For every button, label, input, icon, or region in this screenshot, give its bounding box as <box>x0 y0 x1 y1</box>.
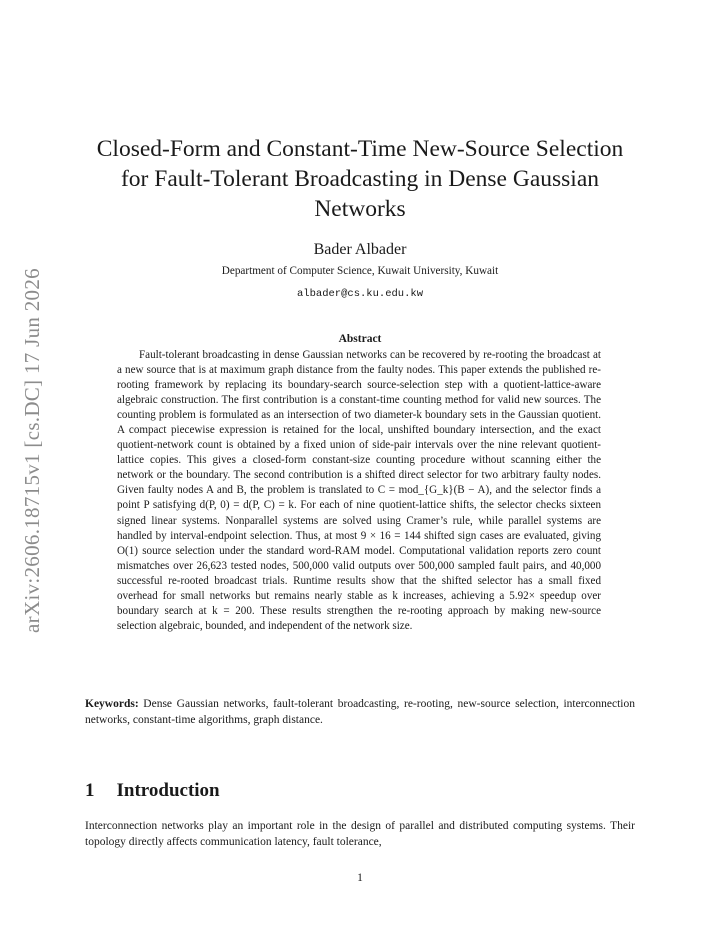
author-email: albader@cs.ku.edu.kw <box>296 288 424 300</box>
keywords-paragraph <box>85 696 635 728</box>
author-name: Bader Albader <box>313 241 407 258</box>
paper-title: Closed-Form and Constant-Time New-Source Selection for Fault-Tolerant Broadcasting in Dense Gaussian Networks <box>96 136 624 222</box>
introduction-text: Interconnection networks play an important role in the design of parallel and distributed computing systems. Their topology directly affects communication latency, fault tolerance, <box>85 820 635 848</box>
section-title: Introduction <box>116 780 220 801</box>
keywords-list: Dense Gaussian networks, fault-tolerant broadcasting, re-rooting, new-source selection, interconnection networks, constant-time algorithms, graph distance. <box>85 698 635 726</box>
section-heading <box>85 780 635 802</box>
arxiv-identifier-stamp <box>12 260 52 640</box>
keywords-label: Keywords: <box>85 698 139 710</box>
abstract-text: Fault-tolerant broadcasting in dense Gaussian networks can be recovered by re-rooting the broadcast at a new source that is at maximum graph distance from the faulty nodes. This paper extends the published re-rooting framework by replacing its boundary-search source-selection step with a quotient-lattice-aware algebraic construction. The first contribution is a constant-time counting method for valid new sources. The counting problem is formulated as an intersection of two diameter-k boundary sets in the Gaussian quotient. A compact piecewise expression is retained for the local, unshifted boundary intersection, and the exact quotient-network count is obtained by a fixed union of side-pair intervals over the nine relevant quotient-lattice copies. This gives a closed-form constant-size counting procedure without scanning either the network or the boundary. The second contribution is a shifted direct selector for two arbitrary faulty nodes. Given faulty nodes A and B, the problem is translated to C = mod_{G_k}(B − A), and the selector finds a point P satisfying d(P, 0) = d(P, C) = k. For each of nine quotient-lattice shifts, the selector checks sixteen signed linear systems. Nonparallel systems are solved using Cramer’s rule, while parallel systems are handled by interval-endpoint selection. Thus, at most 9 × 16 = 144 shifted sign cases are evaluated, giving O(1) source selection under the standard word-RAM model. Computational validation reports zero count mismatches over 26,623 tested nodes, 500,000 valid outputs over 500,000 sampled fault pairs, and 40,000 successful re-rooted broadcast trials. Runtime results show that the shifted selector has a small fixed overhead for small networks but remains nearly stable as k increases, achieving a 5.92× speedup over boundary search at k = 200. These results strengthen the re-rooting approach by making new-source selection algebraic, bounded, and independent of the network size. <box>117 349 601 632</box>
arxiv-identifier: arXiv:2606.18715v1 [cs.DC] 17 Jun 2026 <box>19 267 44 633</box>
author-affiliation: Department of Computer Science, Kuwait University, Kuwait <box>221 265 499 277</box>
section-number: 1 <box>85 780 95 801</box>
page-number: 1 <box>357 872 363 884</box>
abstract-heading: Abstract <box>338 333 382 345</box>
